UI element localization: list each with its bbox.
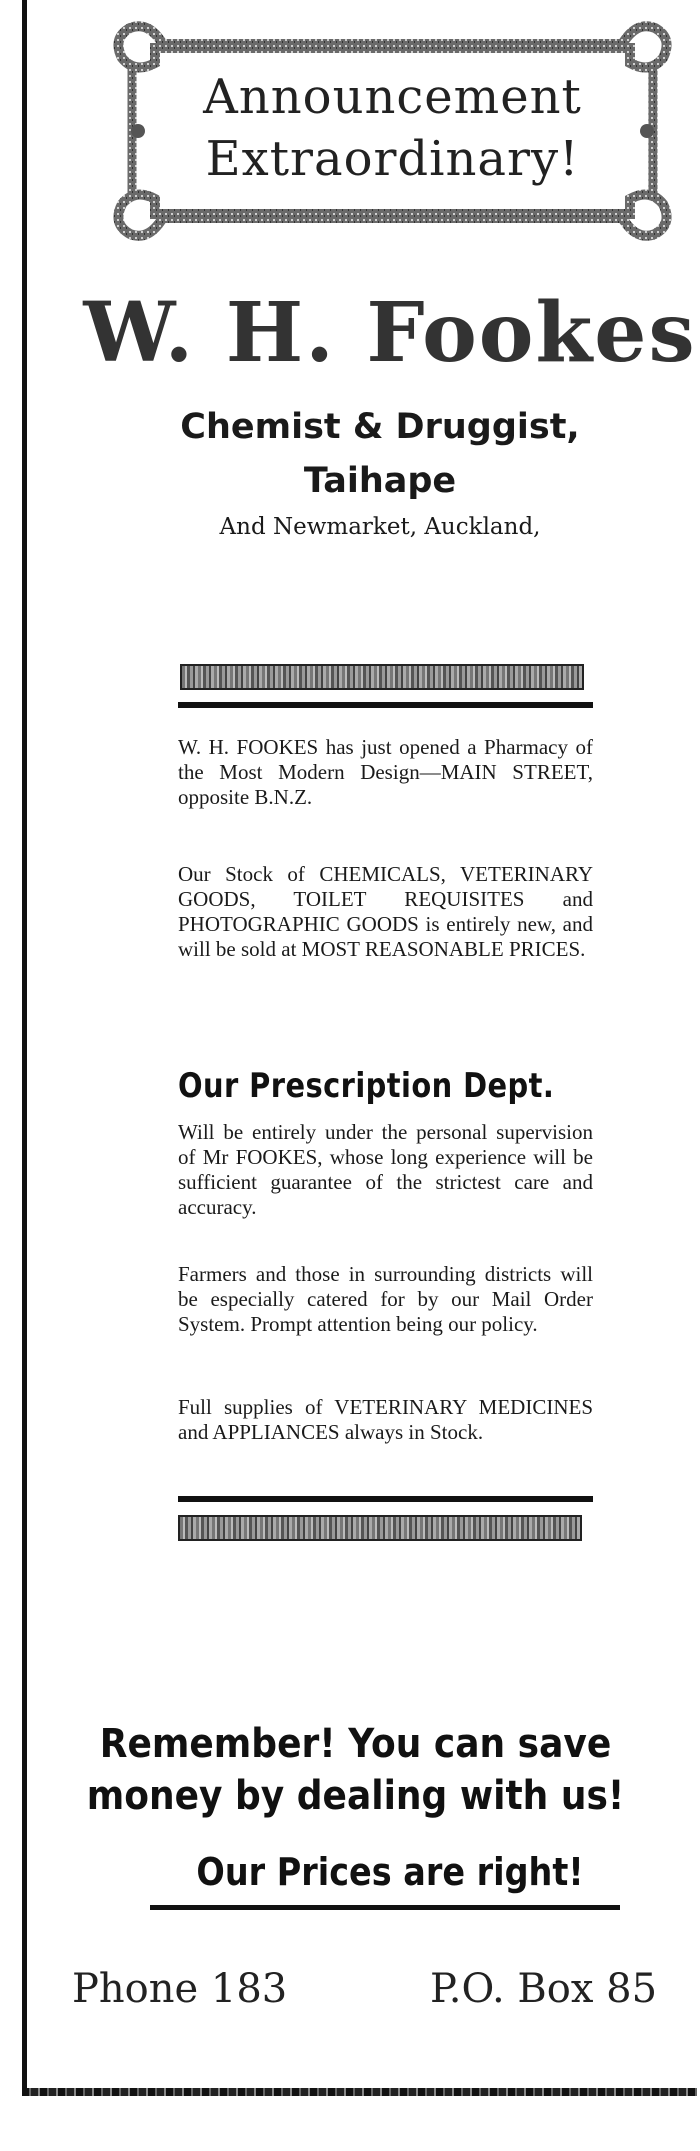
remember-slogan	[72, 1718, 639, 1822]
rule-top	[178, 702, 593, 708]
phone-number: Phone 183	[72, 1966, 288, 2012]
opening-paragraph: W. H. FOOKES has just opened a Pharmacy of the Most Modern Design—MAIN STREET, opposite B.N.Z.	[178, 735, 593, 809]
po-box: P.O. Box 85	[430, 1966, 658, 2012]
rule-bottom	[178, 1496, 593, 1502]
announcement-title-line-1: Announcement	[203, 69, 582, 125]
prescription-dept-heading: Our Prescription Dept.	[178, 1066, 555, 1106]
ornamental-bar-bottom	[178, 1515, 582, 1541]
ornamental-bar-top	[180, 664, 584, 690]
firm-name: W. H. Fookes	[83, 285, 697, 381]
firm-description	[100, 400, 660, 508]
veterinary-paragraph: Full supplies of VETERINARY MEDICINES and APPLIANCES always in Stock.	[178, 1395, 593, 1444]
prices-underline	[150, 1905, 620, 1910]
announcement-title	[110, 66, 675, 190]
prescription-paragraph: Will be entirely under the personal supervision of Mr FOOKES, whose long experience will be sufficient guarantee of the strictest care and accuracy.	[178, 1120, 593, 1219]
remember-line-2: money by dealing with us!	[86, 1773, 625, 1819]
announcement-title-line-2: Extraordinary!	[205, 131, 580, 187]
remember-line-1: Remember! You can save	[99, 1721, 612, 1767]
firm-trade: Chemist & Druggist,	[180, 407, 580, 447]
left-column-rule	[22, 0, 27, 2095]
bottom-rule	[22, 2088, 697, 2096]
announcement-frame	[110, 8, 675, 252]
firm-town: Taihape	[303, 461, 457, 501]
firm-address: And Newmarket, Auckland,	[219, 514, 541, 540]
mail-order-paragraph: Farmers and those in surrounding districts will be especially catered for by our Mail Order System. Prompt attention being our policy.	[178, 1262, 593, 1336]
stock-paragraph: Our Stock of CHEMICALS, VETERINARY GOODS, TOILET REQUISITES and PHOTOGRAPHIC GOODS is entirely new, and will be sold at MOST REASONABLE PRICES.	[178, 862, 593, 961]
prices-slogan: Our Prices are right!	[196, 1850, 584, 1894]
